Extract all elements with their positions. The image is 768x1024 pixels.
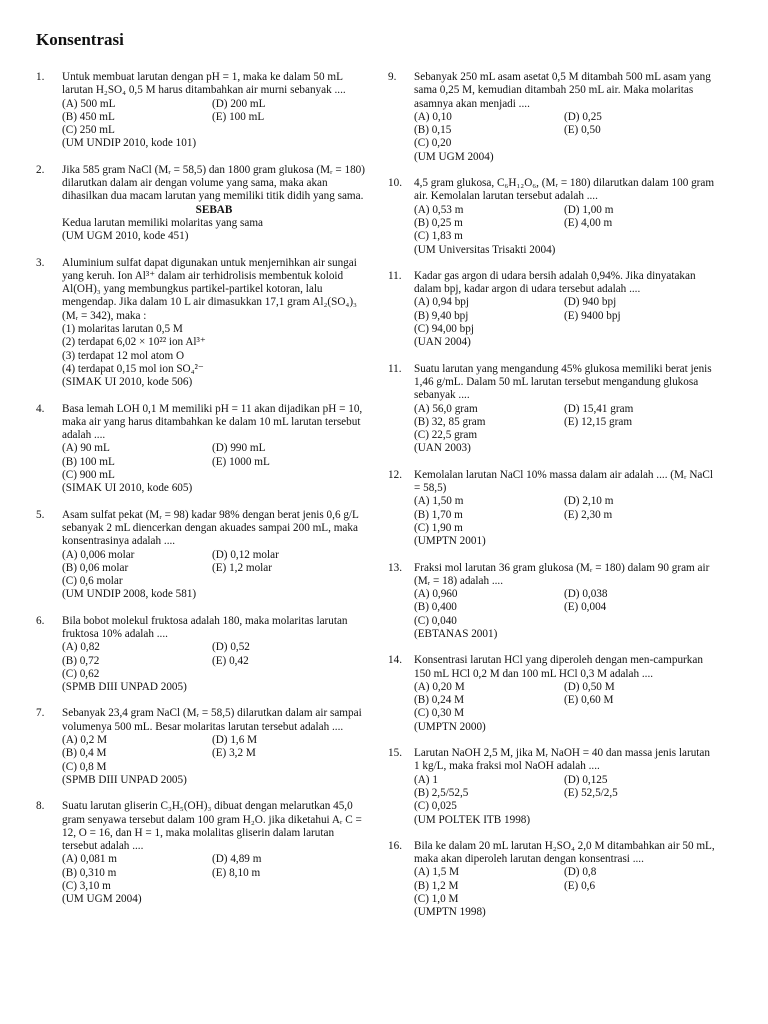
answer-option: (E) 0,6 bbox=[564, 879, 596, 892]
answer-option: (C) 250 mL bbox=[62, 124, 115, 137]
answer-option: (C) 94,00 bpj bbox=[414, 323, 474, 336]
answer-options bbox=[414, 866, 718, 906]
question-stem: Suatu larutan gliserin C₃H₅(OH)₃ dibuat dengan melarutkan 45,0 gram senyawa tersebut dalam 100 gram H₂O. jika diketahui Aᵣ C = 12, O = 16, dan H = 1, maka molalitas gliserin dalam larutan tersebut adalah .... bbox=[62, 800, 362, 853]
question-source: (UMPTN 2001) bbox=[414, 535, 486, 548]
answer-option: (D) 0,8 bbox=[564, 866, 597, 879]
statement-item: (1) molaritas larutan 0,5 M bbox=[62, 323, 183, 336]
answer-option: (D) 0,038 bbox=[564, 588, 608, 601]
question-source: (SPMB DIII UNPAD 2005) bbox=[62, 681, 187, 694]
answer-options bbox=[414, 204, 718, 244]
answer-option: (A) 0,960 bbox=[414, 588, 458, 601]
question-item bbox=[388, 840, 718, 920]
answer-option: (E) 3,2 M bbox=[212, 747, 256, 760]
question-source: (UAN 2004) bbox=[414, 336, 471, 349]
answer-option: (E) 0,004 bbox=[564, 601, 607, 614]
answer-option: (B) 0,4 M bbox=[62, 747, 107, 760]
answer-option: (B) 1,2 M bbox=[414, 879, 459, 892]
question-item bbox=[388, 177, 718, 257]
answer-options bbox=[414, 588, 718, 628]
statement-item: (4) terdapat 0,15 mol ion SO₄²⁻ bbox=[62, 362, 204, 375]
answer-option: (A) 56,0 gram bbox=[414, 402, 478, 415]
answer-option: (B) 2,5/52,5 bbox=[414, 786, 469, 799]
answer-option: (D) 1,00 m bbox=[564, 203, 614, 216]
answer-option: (A) 0,94 bpj bbox=[414, 296, 469, 309]
left-column bbox=[36, 71, 366, 920]
answer-option: (D) 1,6 M bbox=[212, 734, 258, 747]
answer-option: (C) 0,62 bbox=[62, 667, 100, 680]
question-number: 14. bbox=[388, 654, 402, 667]
answer-option: (E) 8,10 m bbox=[212, 866, 261, 879]
answer-options bbox=[62, 734, 366, 774]
statement-item: (2) terdapat 6,02 × 10²² ion Al³⁺ bbox=[62, 336, 206, 349]
answer-option: (E) 0,50 bbox=[564, 124, 601, 137]
answer-option: (E) 9400 bpj bbox=[564, 309, 621, 322]
answer-options bbox=[414, 403, 718, 443]
question-number: 11. bbox=[388, 269, 402, 282]
question-number: 12. bbox=[388, 468, 402, 481]
question-item bbox=[36, 707, 366, 787]
question-stem: 4,5 gram glukosa, C₆H₁₂O₆, (Mᵣ = 180) dilarutkan dalam 100 gram air. Kemolalan larutan tersebut adalah .... bbox=[414, 177, 715, 203]
answer-option: (B) 0,15 bbox=[414, 124, 452, 137]
question-source: (UAN 2003) bbox=[414, 442, 471, 455]
question-number: 10. bbox=[388, 177, 402, 190]
question-stem: Bila bobot molekul fruktosa adalah 180, maka molaritas larutan fruktosa 10% adalah .... bbox=[62, 614, 348, 640]
answer-option: (A) 1,5 M bbox=[414, 866, 460, 879]
question-number: 7. bbox=[36, 707, 45, 720]
question-stem: Untuk membuat larutan dengan pH = 1, maka ke dalam 50 mL larutan H₂SO₄ 0,5 M harus ditambahkan air murni sebanyak .... bbox=[62, 71, 346, 97]
answer-option: (A) 0,10 bbox=[414, 110, 452, 123]
answer-option: (C) 1,90 m bbox=[414, 521, 463, 534]
answer-option: (A) 0,20 M bbox=[414, 680, 465, 693]
question-number: 6. bbox=[36, 614, 45, 627]
question-source: (UM UGM 2004) bbox=[414, 150, 494, 163]
question-stem: Larutan NaOH 2,5 M, jika Mᵣ NaOH = 40 dan massa jenis larutan 1 kg/L, maka fraksi mol NaOH adalah .... bbox=[414, 747, 710, 773]
answer-option: (D) 0,125 bbox=[564, 773, 608, 786]
answer-options bbox=[414, 111, 718, 151]
answer-option: (B) 0,24 M bbox=[414, 694, 465, 707]
question-number: 13. bbox=[388, 561, 402, 574]
answer-option: (B) 0,72 bbox=[62, 654, 100, 667]
question-stem: Sebanyak 23,4 gram NaCl (Mᵣ = 58,5) dilarutkan dalam air sampai volumenya 500 mL. Besar molaritas larutan tersebut adalah .... bbox=[62, 707, 362, 733]
question-source: (UM UGM 2010, kode 451) bbox=[62, 230, 189, 243]
question-stem: Bila ke dalam 20 mL larutan H₂SO₄ 2,0 M ditambahkan air 50 mL, maka akan diperoleh larutan dengan konsentrasi .... bbox=[414, 839, 715, 866]
answer-option: (A) 0,006 molar bbox=[62, 548, 135, 561]
question-item bbox=[36, 257, 366, 390]
answer-option: (E) 52,5/2,5 bbox=[564, 786, 618, 799]
answer-option: (B) 32, 85 gram bbox=[414, 415, 486, 428]
answer-options bbox=[414, 774, 718, 814]
question-number: 4. bbox=[36, 402, 45, 415]
question-source: (UM UNDIP 2008, kode 581) bbox=[62, 588, 197, 601]
answer-option: (B) 450 mL bbox=[62, 110, 115, 123]
answer-option: (D) 990 mL bbox=[212, 442, 266, 455]
answer-options bbox=[414, 296, 718, 336]
question-number: 16. bbox=[388, 839, 402, 852]
answer-options bbox=[62, 549, 366, 589]
answer-option: (C) 1,83 m bbox=[414, 230, 463, 243]
question-stem: Suatu larutan yang mengandung 45% glukosa memiliki berat jenis 1,46 g/mL. Dalam 50 mL larutan tersebut mengandung glukosa sebanyak .... bbox=[414, 362, 712, 402]
answer-option: (C) 22,5 gram bbox=[414, 429, 478, 442]
answer-option: (C) 0,025 bbox=[414, 800, 457, 813]
reason-statement: Kedua larutan memiliki molaritas yang sama bbox=[62, 216, 264, 229]
answer-option: (A) 1 bbox=[414, 773, 438, 786]
answer-option: (B) 0,06 molar bbox=[62, 561, 129, 574]
answer-option: (E) 2,30 m bbox=[564, 508, 613, 521]
question-item bbox=[388, 469, 718, 549]
question-source: (SIMAK UI 2010, kode 506) bbox=[62, 376, 193, 389]
answer-option: (C) 0,20 bbox=[414, 137, 452, 150]
question-source: (UM POLTEK ITB 1998) bbox=[414, 813, 531, 826]
question-stem: Kadar gas argon di udara bersih adalah 0,94%. Jika dinyatakan dalam bpj, kadar argon di udara tersebut adalah .... bbox=[414, 269, 696, 296]
question-source: (UM Universitas Trisakti 2004) bbox=[414, 243, 556, 256]
answer-option: (D) 0,52 bbox=[212, 641, 250, 654]
question-stem: Fraksi mol larutan 36 gram glukosa (Mᵣ = 180) dalam 90 gram air (Mᵣ = 18) adalah .... bbox=[414, 561, 710, 587]
question-source: (SIMAK UI 2010, kode 605) bbox=[62, 482, 193, 495]
question-number: 11. bbox=[388, 362, 402, 375]
question-number: 15. bbox=[388, 747, 402, 760]
answer-options bbox=[414, 681, 718, 721]
answer-option: (A) 0,82 bbox=[62, 641, 100, 654]
question-item bbox=[36, 403, 366, 496]
answer-option: (D) 0,25 bbox=[564, 110, 602, 123]
answer-option: (D) 15,41 gram bbox=[564, 402, 634, 415]
answer-option: (C) 900 mL bbox=[62, 469, 115, 482]
answer-option: (D) 200 mL bbox=[212, 97, 266, 110]
right-column bbox=[388, 71, 718, 933]
answer-option: (A) 90 mL bbox=[62, 442, 110, 455]
answer-option: (C) 0,8 M bbox=[62, 760, 107, 773]
question-item bbox=[36, 164, 366, 244]
question-source: (EBTANAS 2001) bbox=[414, 627, 498, 640]
question-stem: Jika 585 gram NaCl (Mᵣ = 58,5) dan 1800 gram glukosa (Mᵣ = 180) dilarutkan dalam air dengan volume yang sama, maka akan dihasilkan dua macam larutan yang memiliki titik didih yang sama. bbox=[62, 163, 365, 203]
answer-option: (A) 1,50 m bbox=[414, 495, 464, 508]
question-item bbox=[388, 747, 718, 827]
page-title: Konsentrasi bbox=[36, 30, 124, 49]
answer-option: (A) 0,081 m bbox=[62, 853, 117, 866]
answer-option: (E) 1000 mL bbox=[212, 455, 270, 468]
answer-option: (D) 940 bpj bbox=[564, 296, 617, 309]
answer-option: (D) 0,50 M bbox=[564, 680, 615, 693]
question-item bbox=[388, 654, 718, 734]
question-number: 8. bbox=[36, 800, 45, 813]
answer-option: (B) 1,70 m bbox=[414, 508, 463, 521]
answer-option: (B) 9,40 bpj bbox=[414, 309, 469, 322]
question-stem: Aluminium sulfat dapat digunakan untuk menjernihkan air sungai yang keruh. Ion Al³⁺ dalam air terhidrolisis membentuk koloid Al(OH)₃ yang membungkus partikel-partikel kotoran, lalu mengendap. Jika dalam 10 L air dimasukkan 17,1 gram Al₂(SO₄)₃ (Mᵣ = 342), maka : bbox=[62, 256, 357, 322]
answer-option: (C) 0,6 molar bbox=[62, 575, 123, 588]
answer-options bbox=[62, 641, 366, 681]
question-number: 1. bbox=[36, 71, 45, 83]
question-source: (UM UGM 2004) bbox=[62, 893, 142, 906]
question-source: (UM UNDIP 2010, kode 101) bbox=[62, 137, 197, 150]
answer-option: (B) 0,400 bbox=[414, 601, 457, 614]
answer-options bbox=[62, 853, 366, 893]
question-stem: Konsentrasi larutan HCl yang diperoleh dengan men-campurkan 150 mL HCl 0,2 M dan 100 mL HCl 0,3 M adalah .... bbox=[414, 654, 703, 680]
question-stem: Basa lemah LOH 0,1 M memiliki pH = 11 akan dijadikan pH = 10, maka air yang harus ditambahkan ke dalam 10 mL larutan tersebut adalah .... bbox=[62, 402, 363, 442]
question-stem: Sebanyak 250 mL asam asetat 0,5 M ditambah 500 mL asam yang sama 0,25 M, kemudian ditambah 250 mL air. Maka molaritas asamnya akan menjadi .... bbox=[414, 71, 711, 110]
answer-option: (C) 3,10 m bbox=[62, 880, 111, 893]
sebab-label: SEBAB bbox=[195, 203, 233, 216]
question-item bbox=[36, 615, 366, 695]
answer-option: (A) 0,53 m bbox=[414, 203, 464, 216]
question-item bbox=[36, 800, 366, 906]
answer-option: (B) 0,25 m bbox=[414, 216, 463, 229]
answer-option: (D) 4,89 m bbox=[212, 853, 262, 866]
question-source: (UMPTN 2000) bbox=[414, 720, 486, 733]
answer-option: (E) 12,15 gram bbox=[564, 415, 633, 428]
question-number: 2. bbox=[36, 163, 45, 176]
question-source: (UMPTN 1998) bbox=[414, 906, 486, 919]
answer-option: (E) 0,42 bbox=[212, 654, 249, 667]
question-item bbox=[36, 509, 366, 602]
question-item bbox=[388, 562, 718, 642]
question-item bbox=[388, 270, 718, 350]
answer-option: (C) 1,0 M bbox=[414, 893, 459, 906]
question-item bbox=[388, 71, 718, 164]
answer-options bbox=[414, 495, 718, 535]
question-number: 3. bbox=[36, 256, 45, 269]
question-stem: Asam sulfat pekat (Mᵣ = 98) kadar 98% dengan berat jenis 0,6 g/L sebanyak 2 mL diencerkan dengan akuades sampai 200 mL, maka konsentrasinya adalah .... bbox=[62, 508, 359, 548]
question-stem: Kemolalan larutan NaCl 10% massa dalam air adalah .... (Mᵣ NaCl = 58,5) bbox=[414, 468, 713, 495]
answer-option: (A) 0,2 M bbox=[62, 734, 108, 747]
answer-option: (E) 1,2 molar bbox=[212, 561, 272, 574]
answer-option: (A) 500 mL bbox=[62, 97, 116, 110]
statement-list bbox=[62, 323, 366, 376]
question-item bbox=[388, 363, 718, 456]
answer-option: (C) 0,040 bbox=[414, 614, 457, 627]
question-item bbox=[36, 71, 366, 151]
answer-option: (E) 0,60 M bbox=[564, 694, 614, 707]
answer-option: (B) 100 mL bbox=[62, 455, 115, 468]
answer-option: (E) 4,00 m bbox=[564, 216, 613, 229]
answer-options bbox=[62, 98, 366, 138]
answer-option: (B) 0,310 m bbox=[62, 866, 117, 879]
answer-option: (E) 100 mL bbox=[212, 110, 265, 123]
answer-option: (C) 0,30 M bbox=[414, 707, 465, 720]
question-source: (SPMB DIII UNPAD 2005) bbox=[62, 773, 187, 786]
answer-options bbox=[62, 442, 366, 482]
statement-item: (3) terdapat 12 mol atom O bbox=[62, 349, 185, 362]
answer-option: (D) 2,10 m bbox=[564, 495, 614, 508]
answer-option: (D) 0,12 molar bbox=[212, 548, 279, 561]
question-number: 5. bbox=[36, 508, 45, 521]
question-number: 9. bbox=[388, 71, 397, 83]
